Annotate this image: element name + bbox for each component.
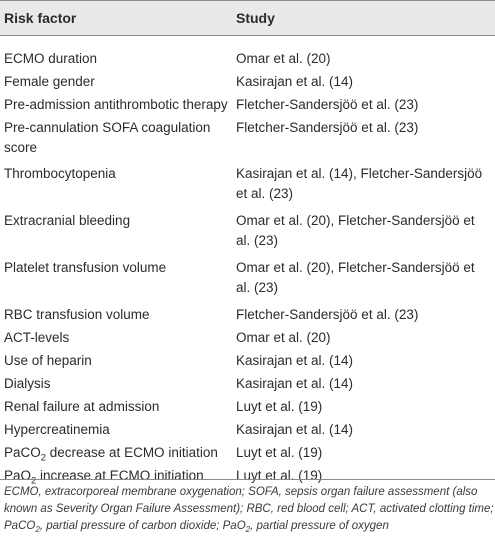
factor-text: PaO [4, 468, 32, 483]
table-row [0, 49, 495, 72]
study-cell: Fletcher-Sandersjöö et al. (23) [236, 97, 419, 112]
subscript: 2 [31, 475, 37, 487]
risk-factor-cell: Pre-admission antithrombotic therapy [4, 97, 228, 112]
risk-factor-cell: RBC transfusion volume [4, 307, 150, 322]
header-study: Study [236, 10, 275, 26]
table-row [0, 305, 495, 328]
table-row [0, 72, 495, 95]
study-cell: Kasirajan et al. (14) [236, 353, 354, 368]
study-cell: Kasirajan et al. (14) [236, 74, 354, 89]
risk-factor-cell: Female gender [4, 74, 95, 89]
study-cell: Kasirajan et al. (14), Fletcher-Sandersjöö et al. (23) [236, 166, 483, 201]
subscript: 2 [245, 525, 251, 535]
risk-factor-cell [4, 466, 230, 486]
risk-factor-cell: Hypercreatinemia [4, 422, 110, 437]
risk-factor-cell [4, 443, 230, 463]
table-row [0, 374, 495, 397]
risk-factor-cell: Platelet transfusion volume [4, 260, 167, 275]
study-cell: Omar et al. (20), Fletcher-Sandersjöö et al. (23) [236, 213, 475, 248]
footnote-text: , partial pressure of carbon dioxide; PaO [39, 520, 246, 533]
study-cell: Omar et al. (20) [236, 330, 331, 345]
study-cell: Luyt et al. (19) [236, 399, 323, 414]
table-row [0, 211, 495, 258]
header-risk-factor: Risk factor [4, 10, 77, 26]
table-row [0, 118, 495, 164]
subscript: 2 [40, 452, 47, 464]
table-footnote [4, 484, 494, 536]
risk-factor-cell: Extracranial bleeding [4, 213, 131, 228]
risk-factor-cell: ACT-levels [4, 330, 70, 345]
risk-factor-cell: Use of heparin [4, 353, 92, 368]
table-row [0, 164, 495, 211]
table-row [0, 397, 495, 420]
risk-factor-cell: Dialysis [4, 376, 51, 391]
risk-factor-cell: Renal failure at admission [4, 399, 160, 414]
study-cell: Omar et al. (20) [236, 51, 331, 66]
factor-text: decrease at ECMO initiation [46, 445, 218, 460]
study-cell: Fletcher-Sandersjöö et al. (23) [236, 307, 419, 322]
table-row [0, 258, 495, 305]
table-row [0, 351, 495, 374]
subscript: 2 [35, 525, 40, 535]
study-cell: Kasirajan et al. (14) [236, 422, 354, 437]
table-row [0, 328, 495, 351]
study-cell: Luyt et al. (19) [236, 445, 323, 460]
factor-text: increase at ECMO initiation [36, 468, 204, 483]
footnote-text: ECMO, extracorporeal membrane oxygenation; SOFA, sepsis organ failure assessment (also known as Severity Organ Failure Assessment); RBC, red blood cell; ACT, activated clotting time; PaCO [4, 486, 494, 533]
study-cell: Fletcher-Sandersjöö et al. (23) [236, 120, 419, 135]
risk-factor-cell: ECMO duration [4, 51, 98, 66]
footnote-text: , partial pressure of oxygen [250, 520, 389, 533]
table-body [0, 36, 495, 489]
table-bottom-rule [0, 479, 495, 480]
table-row [0, 443, 495, 466]
table-header [0, 0, 495, 36]
table-row [0, 420, 495, 443]
factor-text: PaCO [4, 445, 41, 460]
risk-factor-cell: Thrombocytopenia [4, 166, 116, 181]
study-cell: Luyt et al. (19) [236, 468, 323, 483]
study-cell: Kasirajan et al. (14) [236, 376, 354, 391]
study-cell: Omar et al. (20), Fletcher-Sandersjöö et al. (23) [236, 260, 475, 295]
table-row [0, 95, 495, 118]
risk-factor-cell: Pre-cannulation SOFA coagulation score [4, 120, 211, 155]
